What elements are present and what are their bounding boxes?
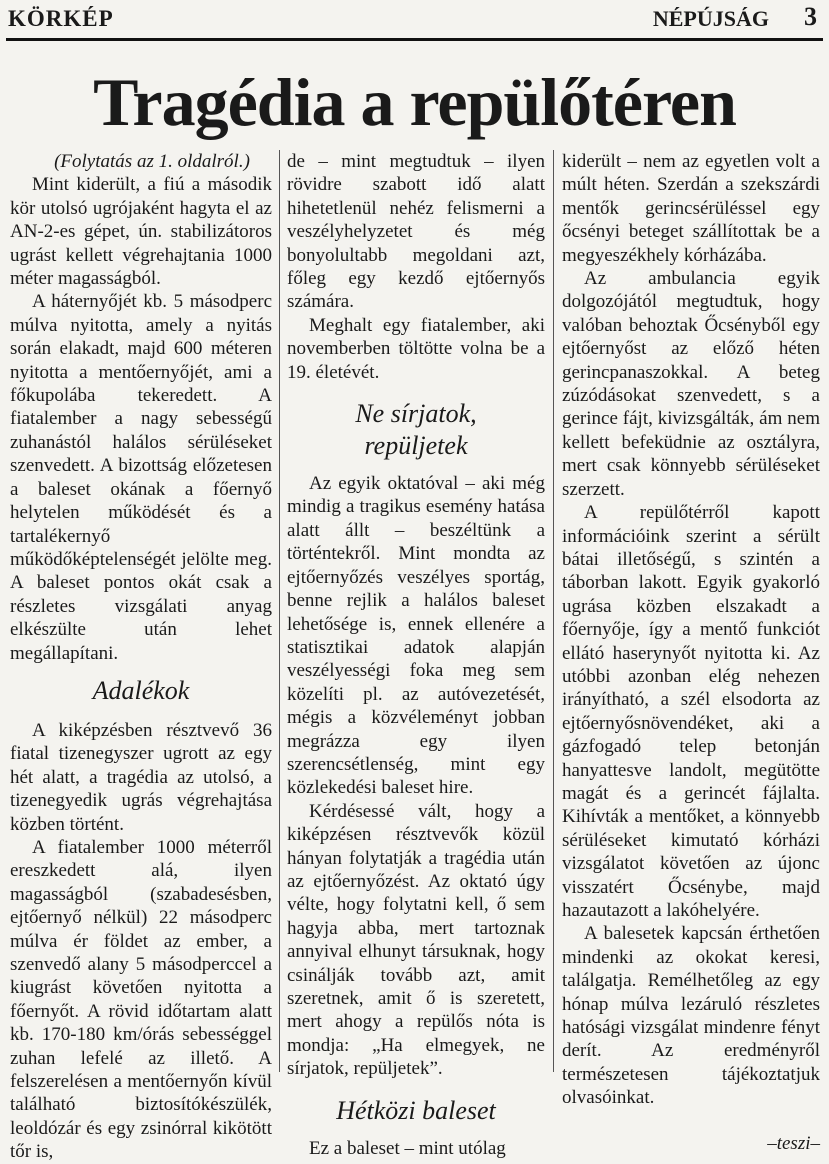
paragraph: Mint kiderült, a fiú a második kör utolsó ugrójaként hagyta el az AN-2-es gépet, ún. stabilizátoros ugrást kellett végrehajtania 1000 méter magasságból. (10, 174, 272, 290)
author-signature: –teszi– (767, 1132, 820, 1154)
subheading-hetkozi-baleset: Hétközi baleset (336, 1095, 496, 1125)
paragraph: Meghalt egy fiatalember, aki novemberben töltötte volna be a 19. életévét. (287, 314, 545, 383)
subheading-adalekok: Adalékok (92, 675, 190, 705)
paragraph: A balesetek kapcsán érthetően mindenki az okokat keresi, találgatja. Remélhetőleg az egy hónap múlva lezáruló részletes hatósági vizsgálat mindenre fényt derít. Az eredményről természetesen tájékoztatjuk olvasóinkat. (562, 923, 820, 1109)
paragraph: Ez a baleset – mint utólag (309, 1137, 506, 1159)
subheading-line: Ne sírjatok, (355, 399, 477, 429)
paragraph: kiderült – nem az egyetlen volt a múlt héten. Szerdán a szekszárdi mentők gerincsérüléssel egy őcsényi beteget szállítottak be a megyeszékhely kórházába. (562, 151, 820, 266)
paragraph: Kérdésessé vált, hogy a kiképzésen résztvevők közül hányan folytatják a tragédia után az ejtőernyőzést. Az oktató úgy vélte, hogy folytatni kell, ő sem hagyja abba, mert tartoznak annyival elhunyt társuknak, hogy csinálják tovább azt, amit szeretnek, amit ő is szeretett, mert ahogy a repülős nóta is mondja: „Ha elmegyek, ne sírjatok, repüljetek”. (287, 800, 545, 1080)
column-3 (562, 150, 820, 1155)
paragraph: Az ambulancia egyik dolgozójától megtudtuk, hogy valóban behoztak Őcsényből egy ejtőernyőst az előző héten gerincpanaszokkal. A beteg zúzódásokat szenvedett, s a gerince fájt, kivizsgálták, ám nem kellett befeküdnie az osztályra, mert csak könnyebb sérüléseket szerzett. (562, 268, 820, 500)
continuation-note: (Folytatás az 1. oldalról.) (54, 151, 250, 172)
headline: Tragédia a repülőtéren (93, 64, 736, 140)
paragraph: A kiképzésben résztvevő 36 fiatal tizenegyszer ugrott az egy hét alatt, a tragédia az utolsó, a tizenegyedik ugrás végrehajtása közben történt. (10, 719, 272, 835)
section-title: KÖRKÉP (8, 6, 114, 31)
column-1 (10, 150, 272, 1164)
page-number: 3 (804, 2, 817, 31)
paragraph: A háternyőjét kb. 5 másodperc múlva nyitotta, amely a nyitás során elakadt, majd 600 méteren nyitotta a mentőernyőjét, ami a főkupolába tekeredett. A fiatalember a nagy sebességű zuhanástól halálos sérüléseket szenvedett. A bizottság előzetesen a baleset okának a főernyő helytelen működését és a tartalékernyő működőképtelenségét jelölte meg. A baleset pontos okát csak a részletes vizsgálati anyag elkészülte után lehet megállapítani. (10, 291, 272, 664)
page-header (6, 2, 823, 41)
paragraph: A repülőtérről kapott információink szerint a sérült bátai illetőségű, s szintén a táborban lakott. Egyik gyakorló ugrása közben elszakadt a főernyője, így a mentő funkciót ellátó haserynyőt nyitotta ki. Az utóbbi azonban elég nehezen irányítható, a szél elsodorta az ejtőernyősnövendéket, aki a gázfogadó telep betonján hanyattesve landolt, megütötte magát és a gerincét fájlalta. Kihívták a mentőket, a könnyebb sérüléseket kimutató kórházi vizsgálatot követően az újonc visszatért Őcsénybe, majd hazautazott a lakóhelyére. (562, 502, 820, 921)
subheading-line: repüljetek (364, 431, 468, 461)
column-2 (287, 150, 545, 1160)
paragraph: A fiatalember 1000 méterről ereszkedett alá, ilyen magasságból (szabadesésben, ejtőernyő nélkül) 22 másodperc múlva ér földet az ember, a szenvedő alany 5 másodperccel a kiugrást követően nyitotta a főernyőt. A rövid időtartam alatt kb. 170-180 km/órás sebességgel zuhan lefelé az illető. A felszerelésen a mentőernyőn kívül található biztosítókészülék, leoldózár és egy zsinórral kikötött tőr is, (10, 836, 272, 1163)
newspaper-name: NÉPÚJSÁG (652, 6, 769, 31)
subheading-ne-sirjatok (287, 398, 545, 462)
paragraph: de – mint megtudtuk – ilyen rövidre szabott idő alatt hihetetlenül nehéz felismerni a veszélyhelyzetet és még bonyolultabb megoldani azt, főleg egy kezdő ejtőernyős számára. (287, 151, 545, 313)
column-divider (553, 150, 554, 1072)
column-divider (279, 150, 280, 1072)
paragraph: Az egyik oktatóval – aki még mindig a tragikus esemény hatása alatt állt – beszéltünk a történtekről. Mint mondta az ejtőernyőzés veszélyes sportág, benne rejlik a halálos baleset lehetősége is, ennek ellenére a statisztikai adatok alapján veszélyességi foka meg sem közelíti pl. az autóvezetését, mégis a közvéleményt jobban megrázza egy ilyen szerencsétlenség, mint egy közlekedési baleset hire. (287, 473, 545, 799)
